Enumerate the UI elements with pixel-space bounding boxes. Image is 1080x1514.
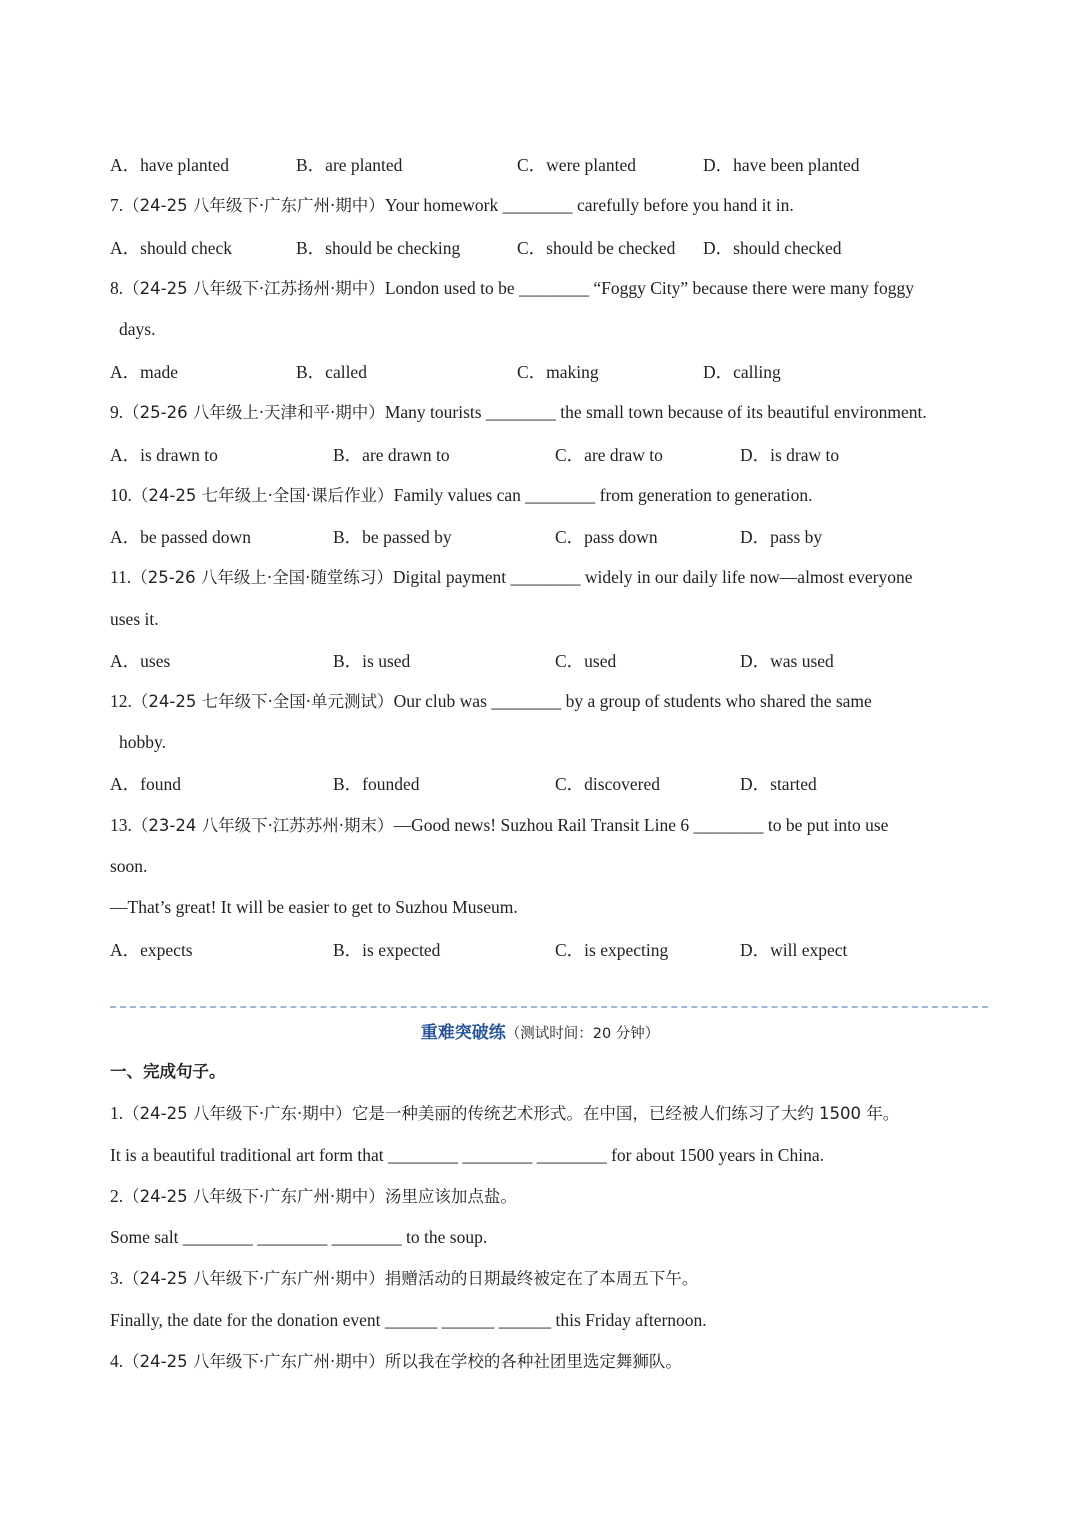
q8-option-a[interactable]: A．made [110,362,179,382]
q8-source: （24-25 八年级下·江苏扬州·期中） [123,279,385,298]
q8-stem-continued: days. [119,319,156,339]
q6-option-a[interactable]: A．have planted [110,155,230,175]
q6-option-c[interactable]: C．were planted [517,155,637,175]
q9-option-b[interactable]: B．are drawn to [333,445,450,465]
q8-stem [110,276,914,301]
s2-prompt [110,1184,517,1209]
q9-option-c[interactable]: C．are draw to [555,445,663,465]
q6-option-d[interactable]: D．have been planted [703,155,860,175]
s1-number: 1. [110,1103,124,1123]
q7-option-b[interactable]: B．should be checking [296,238,461,258]
q12-option-a[interactable]: A．found [110,774,181,794]
q8-option-c[interactable]: C．making [517,362,599,382]
q10-option-d[interactable]: D．pass by [740,527,823,547]
q9-option-d[interactable]: D．is draw to [740,445,840,465]
q7-option-c[interactable]: C．should be checked [517,238,676,258]
section-divider [110,1006,988,1008]
q9-text: Many tourists ________ the small town because of its beautiful environment. [384,402,927,422]
q10-stem [110,483,812,508]
q11-stem-continued: uses it. [110,609,159,629]
s4-prompt [110,1349,682,1374]
q7-option-d[interactable]: D．should checked [703,238,842,258]
q13-source: （23-24 八年级下·江苏苏州·期末） [131,816,394,835]
s1-source: （24-25 八年级下·广东·期中） [123,1104,352,1123]
s1-chinese: 它是一种美丽的传统艺术形式。在中国，已经被人们练习了大约 1500 年。 [351,1104,900,1123]
q12-number: 12. [110,691,132,711]
q11-text: Digital payment ________ widely in our daily life now—almost everyone [392,567,913,587]
s4-chinese: 所以我在学校的各种社团里选定舞狮队。 [384,1352,682,1371]
q13-stem [110,813,888,838]
q7-stem [110,193,794,218]
s3-english[interactable]: Finally, the date for the donation event ______ ______ ______ this Friday afternoon. [110,1310,707,1330]
s2-source: （24-25 八年级下·广东广州·期中） [123,1187,385,1206]
section-title-sub: （测试时间：20 分钟） [505,1026,660,1042]
s2-number: 2. [110,1186,124,1206]
q12-text: Our club was ________ by a group of students who shared the same [393,691,872,711]
q7-number: 7. [110,195,124,215]
q12-option-d[interactable]: D．started [740,774,817,794]
q13-option-b[interactable]: B．is expected [333,940,441,960]
q12-source: （24-25 七年级下·全国·单元测试） [131,692,394,711]
s1-prompt [110,1101,899,1126]
q10-option-c[interactable]: C．pass down [555,527,658,547]
q11-option-b[interactable]: B．is used [333,651,411,671]
s4-number: 4. [110,1351,124,1371]
section-title [0,1018,1080,1043]
q8-option-d[interactable]: D．calling [703,362,781,382]
q11-option-d[interactable]: D．was used [740,651,834,671]
q8-text: London used to be ________ “Foggy City” because there were many foggy [384,278,915,298]
q10-source: （24-25 七年级上·全国·课后作业） [131,486,394,505]
q12-option-c[interactable]: C．discovered [555,774,660,794]
q9-source: （25-26 八年级上·天津和平·期中） [123,403,385,422]
section-title-main: 重难突破练 [420,1023,506,1043]
q13-option-c[interactable]: C．is expecting [555,940,669,960]
part-heading: 一、完成句子。 [110,1062,226,1081]
s3-prompt [110,1266,698,1291]
q10-option-b[interactable]: B．be passed by [333,527,452,547]
q13-response: —That’s great! It will be easier to get to Suzhou Museum. [110,897,518,917]
q10-number: 10. [110,485,132,505]
q11-source: （25-26 八年级上·全国·随堂练习） [131,568,393,587]
s4-source: （24-25 八年级下·广东广州·期中） [123,1352,385,1371]
q6-option-b[interactable]: B．are planted [296,155,403,175]
q10-text: Family values can ________ from generation to generation. [393,485,813,505]
q7-source: （24-25 八年级下·广东广州·期中） [123,196,385,215]
q9-option-a[interactable]: A．is drawn to [110,445,218,465]
q8-option-b[interactable]: B．called [296,362,367,382]
q7-text: Your homework ________ carefully before you hand it in. [384,195,794,215]
q12-stem [110,689,872,714]
s3-source: （24-25 八年级下·广东广州·期中） [123,1269,385,1288]
q10-option-a[interactable]: A．be passed down [110,527,251,547]
q9-stem [110,400,927,425]
q11-option-a[interactable]: A．uses [110,651,171,671]
s1-english[interactable]: It is a beautiful traditional art form that ________ ________ ________ for about 1500 years in China. [110,1145,824,1165]
q13-text: —Good news! Suzhou Rail Transit Line 6 ________ to be put into use [393,815,889,835]
q13-option-a[interactable]: A．expects [110,940,193,960]
q9-number: 9. [110,402,124,422]
q12-option-b[interactable]: B．founded [333,774,420,794]
q7-option-a[interactable]: A．should check [110,238,232,258]
q12-stem-continued: hobby. [119,732,166,752]
q13-option-d[interactable]: D．will expect [740,940,848,960]
q11-stem [110,565,912,590]
s3-chinese: 捐赠活动的日期最终被定在了本周五下午。 [384,1269,699,1288]
q11-option-c[interactable]: C．used [555,651,617,671]
q13-stem-continued: soon. [110,856,148,876]
s2-english[interactable]: Some salt ________ ________ ________ to the soup. [110,1227,488,1247]
q13-number: 13. [110,815,132,835]
s3-number: 3. [110,1268,124,1288]
q8-number: 8. [110,278,124,298]
q11-number: 11. [110,567,132,587]
s2-chinese: 汤里应该加点盐。 [384,1187,517,1206]
